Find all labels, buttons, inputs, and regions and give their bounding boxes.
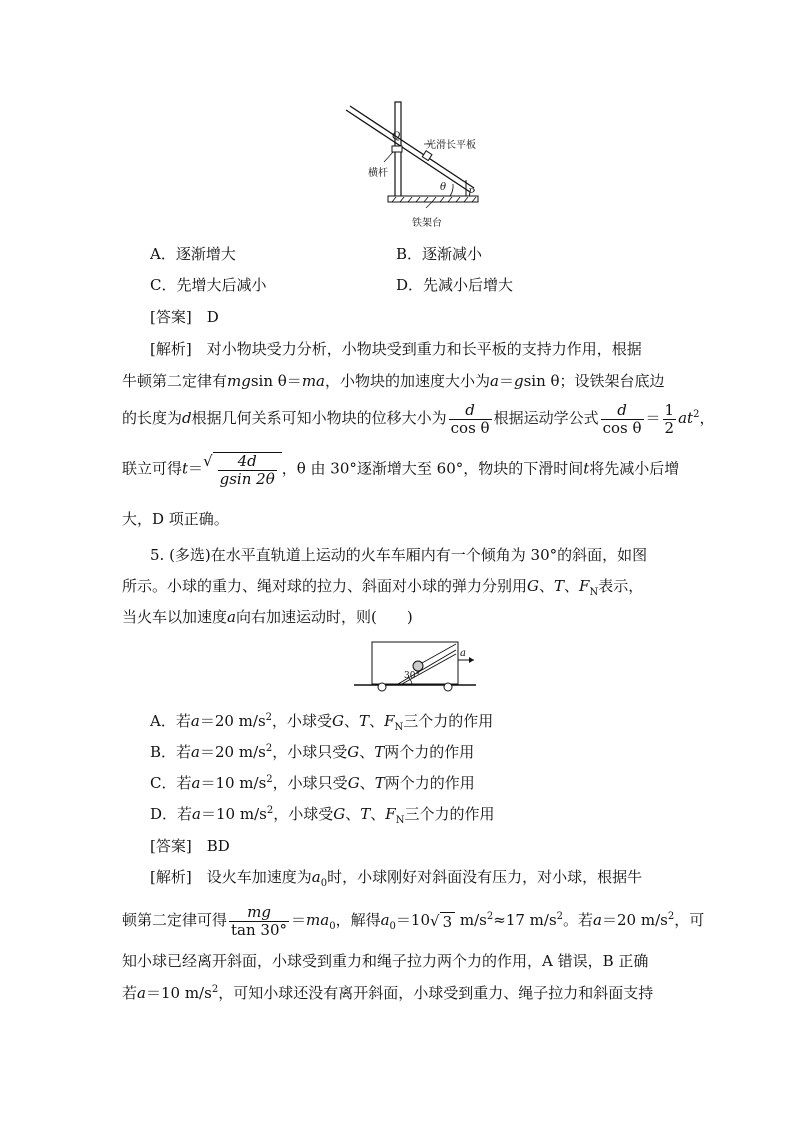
fraction: $\frac{d}{\text{cos θ}}$: [602, 401, 642, 437]
figure-label-p: P: [468, 188, 475, 199]
square-root: √ 3: [430, 912, 455, 931]
q5-analysis-line3: 知小球已经离开斜面，小球受到重力和绳子拉力两个力的作用，A 错误，B 正确: [122, 952, 649, 970]
fraction: $\frac{mg}{\tan 30^\circ}$: [231, 903, 288, 939]
figure-label-crossbar: 横杆: [368, 168, 388, 179]
q5-option-c: C．若a＝10 $m/s^2$，小球只受G、T两个力的作用: [150, 774, 475, 792]
q4-analysis-line5: 大，D 项正确。: [122, 510, 229, 528]
q5-stem-line1: 5. (多选)在水平直轨道上运动的火车车厢内有一个倾角为 30°的斜面，如图: [150, 546, 648, 564]
q4-option-d: D．先减小后增大: [396, 276, 514, 294]
figure-label-theta: θ: [440, 182, 447, 193]
q4-option-a: A．逐渐增大: [150, 245, 236, 263]
train-car-figure: [352, 638, 478, 694]
analysis-tag: [解析]: [150, 868, 192, 886]
analysis-tag: [解析]: [150, 340, 192, 358]
q5-analysis-line2: 顿第二定律可得 $\frac{mg}{\tan 30^\circ}$ $=ma_0$，解得$a_0=10$ √ 3 $m/s^2\approx 17$ $m/s^2$。若a＝20 $m/s^2$，可: [122, 903, 705, 939]
figure-label-stand: 铁架台: [412, 218, 442, 229]
q5-analysis-line1: [解析] 设火车加速度为$a_0$时，小球刚好对斜面没有压力，对小球，根据牛: [150, 868, 643, 889]
figure-label-board: 光滑长平板: [426, 140, 476, 151]
square-root: √ $\frac{4d}{gsin 2\theta}$: [203, 452, 282, 487]
answer-value: D: [206, 308, 219, 326]
incline-board-figure: [340, 96, 490, 232]
answer-tag: [答案]: [150, 308, 192, 326]
q4-analysis-line4: 联立可得t＝ √ $\frac{4d}{gsin 2\theta}$ ，θ 由 30°逐渐增大至 60°，物块的下滑时间t将先减小后增: [122, 452, 680, 488]
q4-answer: [150, 306, 219, 327]
answer-value: BD: [206, 837, 230, 855]
figure-label-acceleration: a: [460, 648, 466, 659]
q4-option-c: C．先增大后减小: [150, 276, 267, 294]
figure-label-angle: 30°: [404, 671, 420, 681]
q4-analysis-line2: 牛顿第二定律有mgsin θ＝ma，小物块的加速度大小为a＝gsin θ；设铁架台底边: [122, 372, 665, 390]
q5-stem-line3: 当火车以加速度a向右加速运动时，则( ): [122, 608, 413, 626]
q5-analysis-line4: 若a＝10 $m/s^2$，可知小球还没有离开斜面，小球受到重力、绳子拉力和斜面支持: [122, 984, 654, 1002]
q5-stem-line2: 所示。小球的重力、绳对球的拉力、斜面对小球的弹力分别用G、T、$F_N$表示，: [122, 577, 644, 598]
fraction: $\frac{d}{\text{cos θ}}$: [450, 401, 490, 437]
q5-option-b: B．若a＝20 $m/s^2$，小球只受G、T两个力的作用: [150, 743, 475, 761]
q4-analysis-line1: [解析] 对小物块受力分析，小物块受到重力和长平板的支持力作用，根据: [150, 340, 642, 358]
answer-tag: [答案]: [150, 837, 192, 855]
q4-analysis-line3: 的长度为d根据几何关系可知小物块的位移大小为 $\frac{d}{\text{cos θ}}$ 根据运动学公式 $\frac{d}{\text{cos θ}}$ ＝ $\frac{1}{2}$ $at^2$，: [122, 401, 715, 437]
q5-option-a: A．若a＝20 $m/s^2$，小球受G、T、$F_N$三个力的作用: [150, 712, 494, 733]
q4-option-b: B．逐渐减小: [396, 245, 483, 263]
fraction: $\frac{1}{2}$: [664, 401, 675, 437]
q5-option-d: D．若a＝10 $m/s^2$，小球受G、T、$F_N$三个力的作用: [150, 805, 495, 826]
figure-label-q: Q: [392, 131, 401, 142]
q5-answer: [150, 835, 230, 856]
